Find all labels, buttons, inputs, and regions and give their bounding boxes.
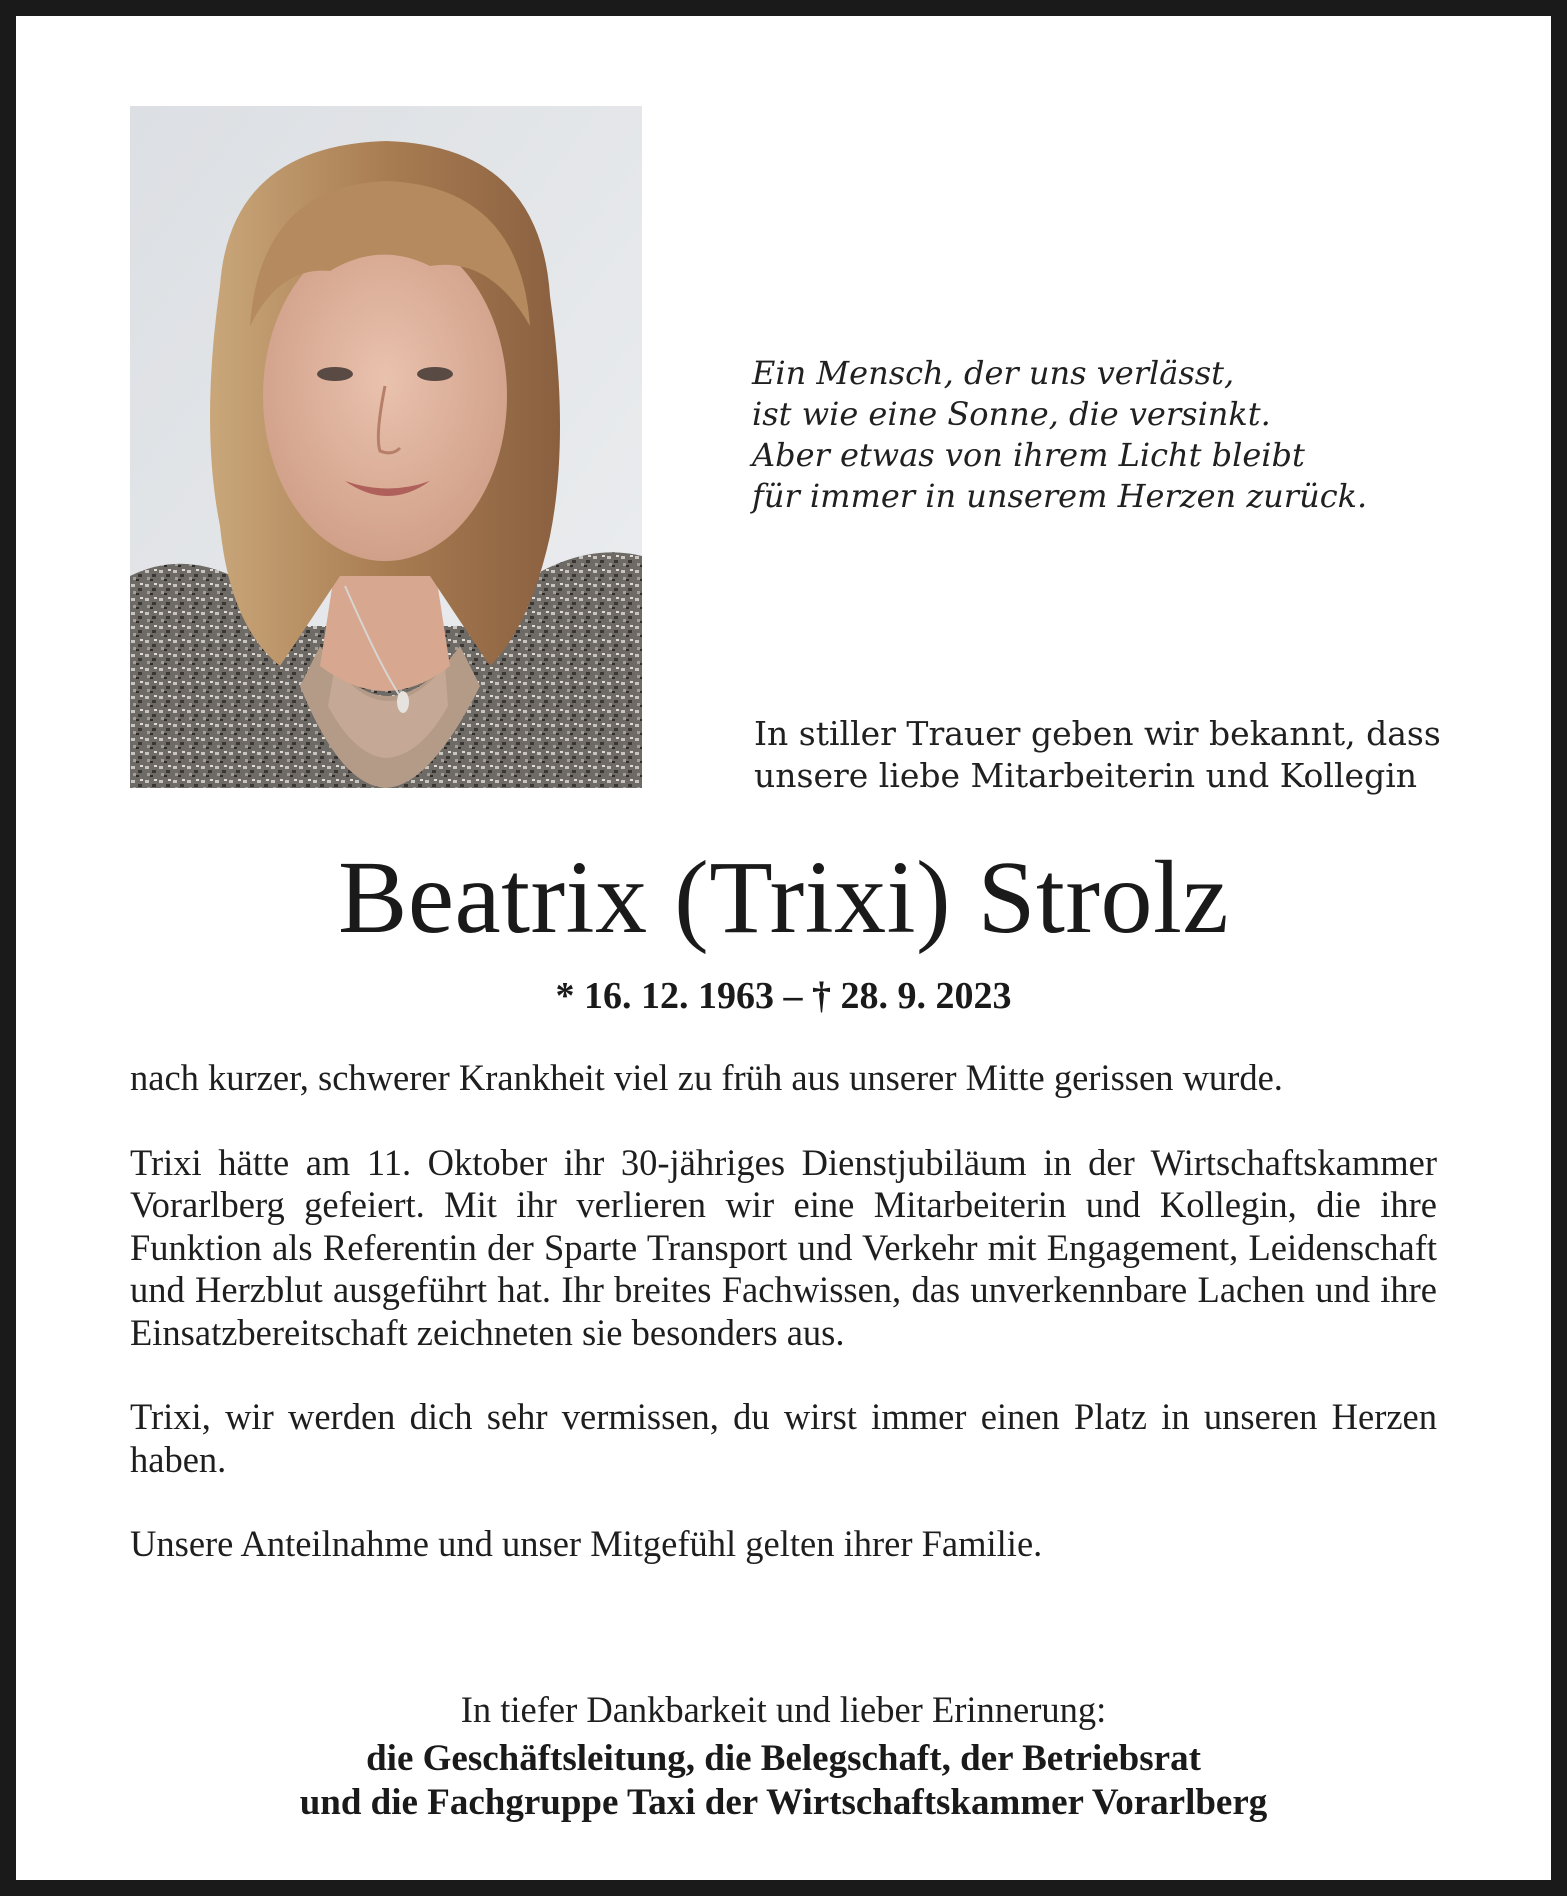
life-dates: * 16. 12. 1963 – † 28. 9. 2023 <box>555 975 1012 1017</box>
deceased-name: Beatrix (Trixi) Strolz <box>337 840 1230 955</box>
obituary-body <box>130 1057 1437 1566</box>
body-paragraph: nach kurzer, schwerer Krankheit viel zu früh aus unserer Mitte gerissen wurde. <box>130 1057 1283 1098</box>
closing-thanks: In tiefer Dankbarkeit und lieber Erinnerung: <box>460 1689 1107 1730</box>
poem-line: für immer in unserem Herzen zurück. <box>752 477 1368 515</box>
body-paragraph: Trixi hätte am 11. Oktober ihr 30-jähriges Dienstjubiläum in der Wirtschaftskammer Vorarlberg gefeiert. Mit ihr verlieren wir eine Mitarbeiterin und Kollegin, die ihre Funktion als Referentin der Sparte Transport und Verkehr mit Engagement, Leidenschaft und Herzblut ausgeführt hat. Ihr breites Fachwissen, das unverkennbare Lachen und ihre Einsatzbereitschaft zeichneten sie besonders aus. <box>130 1141 1437 1353</box>
poem-line: Ein Mensch, der uns verlässt, <box>752 354 1235 392</box>
announcement-line: unsere liebe Mitarbeiterin und Kollegin <box>754 756 1417 795</box>
poem-line: ist wie eine Sonne, die versinkt. <box>752 395 1271 433</box>
portrait-photo <box>130 106 642 788</box>
poem <box>752 353 1452 517</box>
poem-line: Aber etwas von ihrem Licht bleibt <box>752 436 1305 474</box>
signers <box>0 1737 1567 1825</box>
announcement <box>754 713 1454 797</box>
signer-line: und die Fachgruppe Taxi der Wirtschaftskammer Vorarlberg <box>299 1782 1268 1823</box>
body-paragraph: Unsere Anteilnahme und unser Mitgefühl gelten ihrer Familie. <box>130 1523 1043 1564</box>
announcement-line: In stiller Trauer geben wir bekannt, dass <box>754 714 1441 753</box>
body-paragraph: Trixi, wir werden dich sehr vermissen, du wirst immer einen Platz in unseren Herzen haben. <box>130 1396 1437 1480</box>
signer-line: die Geschäftsleitung, die Belegschaft, der Betriebsrat <box>366 1738 1201 1779</box>
